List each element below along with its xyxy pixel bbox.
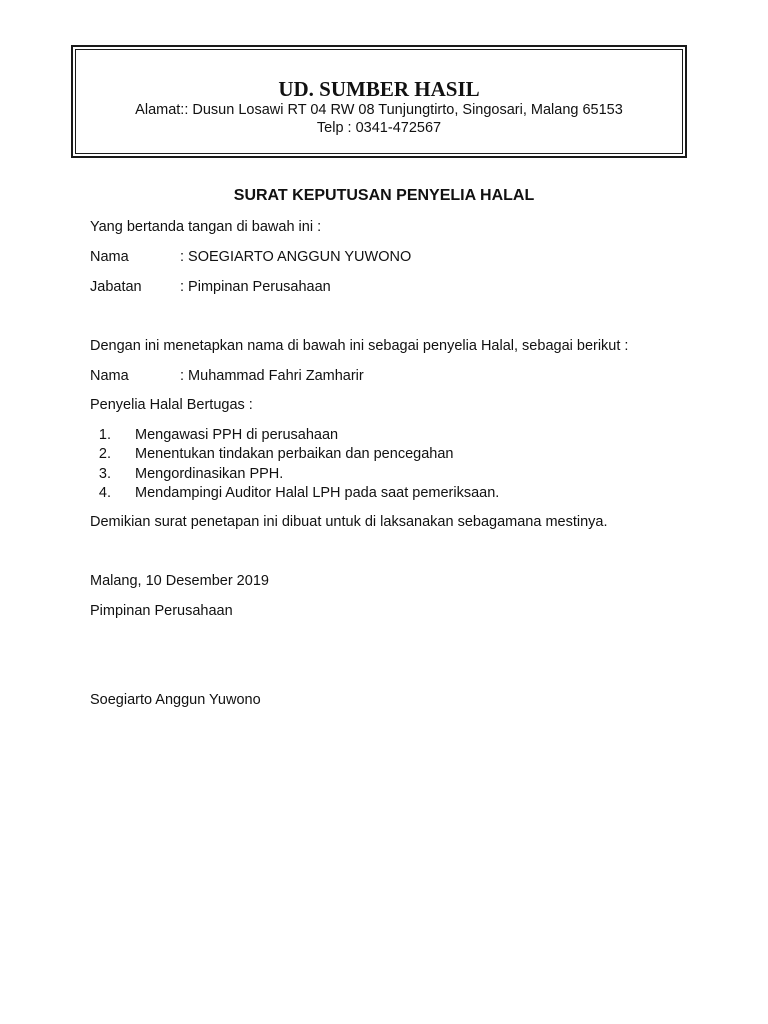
duties-list	[90, 426, 499, 503]
duty-text: Mendampingi Auditor Halal LPH pada saat pemeriksaan.	[135, 484, 500, 501]
company-name: UD. SUMBER HASIL	[278, 77, 480, 101]
duty-item	[90, 445, 499, 464]
letterhead-frame	[75, 49, 683, 154]
signer-name: Soegiarto Anggun Yuwono	[90, 692, 261, 708]
signatory-position-label: Jabatan	[90, 279, 142, 295]
closing-text: Demikian surat penetapan ini dibuat untuk di laksanakan sebagamana mestinya.	[90, 514, 608, 530]
duty-item	[90, 426, 499, 445]
duty-text: Mengawasi PPH di perusahaan	[135, 427, 339, 443]
duty-number: 1.	[98, 427, 111, 443]
intro-text: Yang bertanda tangan di bawah ini :	[90, 219, 322, 235]
duties-heading: Penyelia Halal Bertugas :	[90, 397, 253, 413]
duty-text: Mengordinasikan PPH.	[135, 465, 284, 482]
duty-text: Menentukan tindakan perbaikan dan pencegahan	[135, 446, 454, 463]
place-date: Malang, 10 Desember 2019	[90, 573, 269, 589]
duty-number: 4.	[98, 484, 111, 501]
company-phone: Telp : 0341-472567	[316, 120, 442, 136]
signatory-name-row	[90, 248, 411, 266]
duty-item	[90, 484, 499, 503]
signatory-name-value: : SOEGIARTO ANGGUN YUWONO	[180, 249, 412, 265]
signatory-position-value: : Pimpinan Perusahaan	[180, 279, 331, 295]
duty-item	[90, 465, 499, 484]
duty-number: 2.	[98, 446, 111, 463]
signatory-name-label: Nama	[90, 249, 129, 265]
appointee-name-label: Nama	[90, 368, 129, 384]
letterhead	[71, 45, 687, 158]
document-title: SURAT KEPUTUSAN PENYELIA HALAL	[233, 187, 535, 204]
appointee-name-row	[90, 367, 364, 385]
appointee-name-value: : Muhammad Fahri Zamharir	[180, 368, 364, 384]
signer-title: Pimpinan Perusahaan	[90, 603, 233, 619]
duty-number: 3.	[98, 465, 111, 482]
signatory-position-row	[90, 278, 331, 296]
company-address: Alamat:: Dusun Losawi RT 04 RW 08 Tunjungtirto, Singosari, Malang 65153	[135, 102, 623, 118]
appointment-text: Dengan ini menetapkan nama di bawah ini sebagai penyelia Halal, sebagai berikut :	[90, 338, 629, 354]
